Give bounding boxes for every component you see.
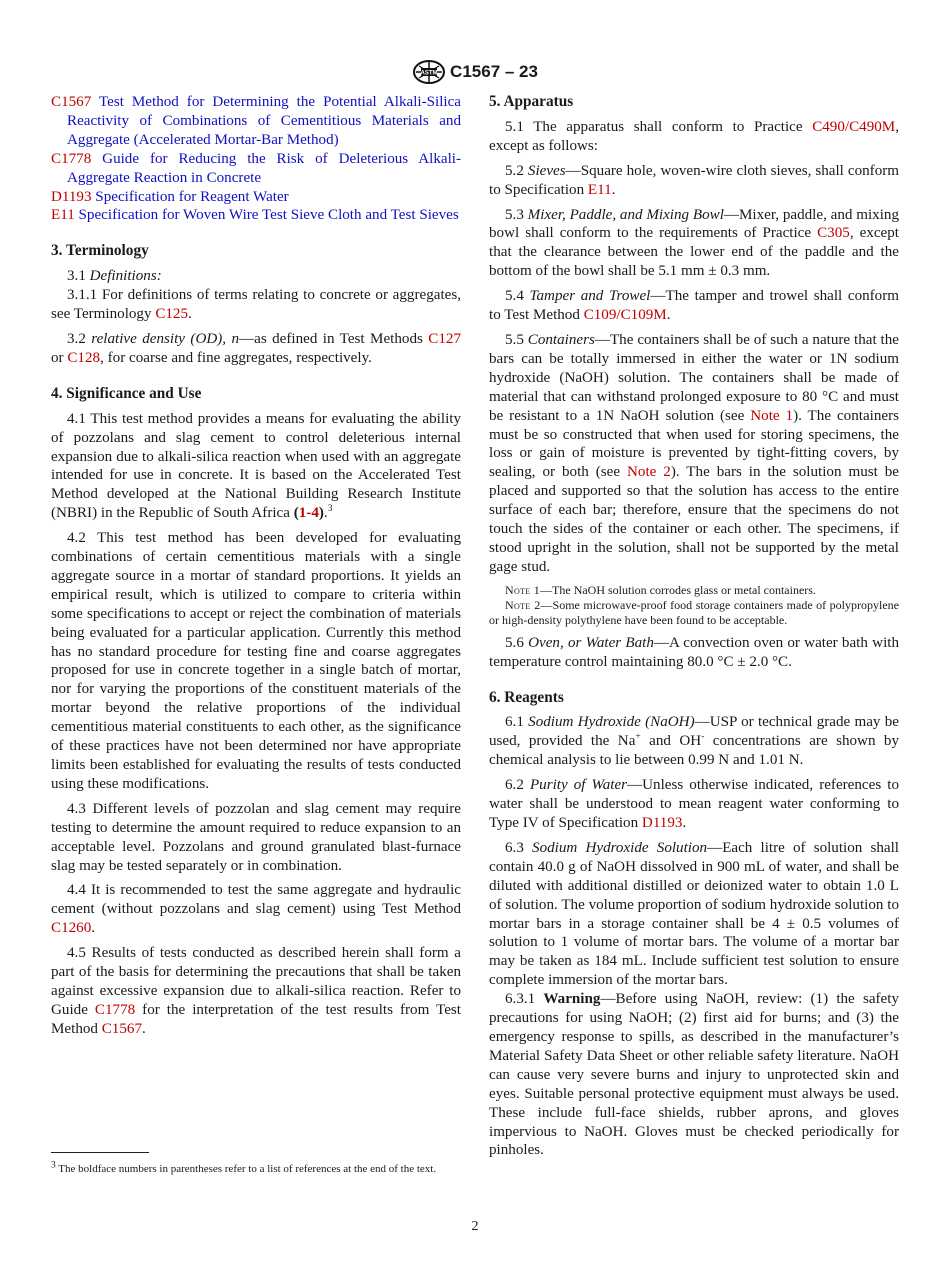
reference-link[interactable]: E11 bbox=[51, 207, 75, 224]
paragraph: 5.3 Mixer, Paddle, and Mixing Bowl—Mixer, paddle, and mixing bowl shall conform to the requirements of Practice C305, except that the clearance between the lower end of the paddle and the bottom of the bowl shall be 5.1 mm ± 0.3 mm. bbox=[489, 206, 900, 280]
page-header bbox=[0, 58, 950, 86]
section-heading: 4. Significance and Use bbox=[51, 384, 202, 402]
paragraph: 5.6 Oven, or Water Bath—A convection oven or water bath with temperature control maintaining 80.0 °C ± 2.0 °C. bbox=[489, 634, 900, 670]
section-heading: 6. Reagents bbox=[489, 688, 564, 706]
reference-link[interactable]: C127 bbox=[428, 330, 462, 347]
reference-item: C1778 Guide for Reducing the Risk of Deleterious Alkali-Aggregate Reaction in Concrete bbox=[51, 150, 461, 186]
reference-link[interactable]: C1778 bbox=[51, 150, 92, 167]
paragraph: 3.2 relative density (OD), n—as defined in Test Methods C127 or C128, for coarse and fine aggregates, respectively. bbox=[51, 330, 462, 366]
reference-link[interactable]: C128 bbox=[67, 349, 101, 366]
reference-list bbox=[51, 93, 461, 225]
reference-item: C1567 Test Method for Determining the Potential Alkali-Silica Reactivity of Combinations of Cementitious Materials and Aggregate (Accelerated Mortar-Bar Method) bbox=[51, 94, 461, 148]
paragraph: 5.2 Sieves—Square hole, woven-wire cloth sieves, shall conform to Specification E11. bbox=[489, 162, 900, 198]
footnote: $^3$ The boldface numbers in parentheses refer to a list of references at the end of the text. bbox=[51, 1160, 437, 1175]
reference-link[interactable]: E11 bbox=[587, 181, 612, 198]
reference-link[interactable]: C125 bbox=[155, 306, 189, 323]
reference-link[interactable]: C1260 bbox=[51, 920, 92, 937]
reference-link[interactable]: C490/C490M bbox=[812, 118, 896, 135]
reference-link[interactable]: D1193 bbox=[51, 188, 92, 205]
paragraph: 3.1 Definitions: bbox=[67, 268, 162, 285]
note-link[interactable]: Note 2 bbox=[627, 464, 671, 481]
paragraph: 6.3 Sodium Hydroxide Solution—Each litre of solution shall contain 40.0 g of NaOH dissolved in 900 mL of water, and shall be diluted with additional distilled or deionized water to obtain 1.0 L of solution. The volume proportion of sodium hydroxide solution to mortar bars in a storage container shall be 4 ± 0.5 volumes of solution to 1 volume of mortar bars. The volume of a mortar bar may be taken as 184 mL. Include sufficient test solution to ensure complete immersion of the mortar bars. bbox=[489, 839, 900, 989]
reference-link[interactable]: C1567 bbox=[101, 1020, 142, 1037]
section-heading: 5. Apparatus bbox=[489, 93, 574, 110]
paragraph: 6.2 Purity of Water—Unless otherwise indicated, references to water shall be understood to mean reagent water conforming to Type IV of Specification D1193. bbox=[489, 777, 900, 831]
paragraph: 4.4 It is recommended to test the same aggregate and hydraulic cement (without pozzolans and slag cement) using Test Method C1260. bbox=[51, 882, 461, 937]
section-heading: 3. Terminology bbox=[51, 242, 149, 260]
reference-item: D1193 Specification for Reagent Water bbox=[51, 188, 289, 205]
note: Note 1—The NaOH solution corrodes glass or metal containers. bbox=[505, 582, 816, 597]
reference-link[interactable]: C1778 bbox=[94, 1001, 136, 1018]
reference-link[interactable]: C305 bbox=[817, 225, 850, 242]
paragraph: 5.4 Tamper and Trowel—The tamper and trowel shall conform to Test Method C109/C109M. bbox=[489, 288, 899, 324]
footnote-divider bbox=[51, 1152, 149, 1153]
paragraph: 3.1.1 For definitions of terms relating to concrete or aggregates, see Terminology C125. bbox=[51, 287, 461, 323]
paragraph: 4.1 This test method provides a means for evaluating the ability of pozzolans and slag cement to control deleterious internal expansion due to alkali-silica reaction when used with an aggregate intended for use in concrete. It is based on the Accelerated Test Method developed at the National Building Research Institute (NBRI) in the Republic of South Africa (1-4).$^3$ bbox=[51, 410, 461, 522]
paragraph: 5.5 Containers—The containers shall be of such a nature that the bars can be totally immersed in either the water or 1N sodium hydroxide (NaOH) solution. The containers shall be made of material that can withstand prolonged exposure to 80 °C and must be resistant to a 1N NaOH solution (see Note 1). The containers must be so constructed that when used for storing specimens, the loss or gain of moisture is prevented by tight-fitting covers, by sealing, or both (see Note 2). The bars in the solution must be placed and supported so that the solution has access to the entire surface of each bar; therefore, ensure that the specimens do not touch the sides of the container or each other. The specimens, if stood upright in the solution, shall not be supported by the metal gage stud. bbox=[489, 331, 899, 575]
paragraph: 4.5 Results of tests conducted as described herein shall form a part of the basis for determining the precautions that shall be taken against excessive expansion due to alkali-silica reaction. Refer to Guide C1778 for the interpretation of the test results from Test Method C1567. bbox=[51, 945, 461, 1037]
right-column bbox=[489, 93, 899, 1160]
reference-item: E11 Specification for Woven Wire Test Sieve Cloth and Test Sieves bbox=[51, 207, 459, 224]
left-column bbox=[51, 93, 461, 1039]
paragraph: 6.3.1 Warning—Before using NaOH, review: (1) the safety precautions for using NaOH; (2) first aid for burns; and (3) the emergency response to spills, as described in the manufacturer’s Material Safety Data Sheet or other reliable safety literature. NaOH can cause very severe burns and injury to unprotected skin and eyes. Suitable personal protective equipment must always be used. These include full-face shields, rubber aprons, and gloves impervious to NaOH. Gloves must be checked periodically for pinholes. bbox=[489, 991, 899, 1159]
svg-text:ASTM: ASTM bbox=[420, 70, 438, 77]
paragraph: 5.1 The apparatus shall conform to Practice C490/C490M, except as follows: bbox=[489, 118, 899, 154]
reference-link[interactable]: C109/C109M bbox=[583, 307, 667, 324]
note-link[interactable]: Note 1 bbox=[750, 407, 794, 424]
paragraph: 4.3 Different levels of pozzolan and slag cement may require testing to determine the amount required to reduce expansion to an acceptable level. Pozzolans and ground granulated blast-furnace slag may be tested separately or in combination. bbox=[51, 800, 461, 874]
note: Note 2—Some microwave-proof food storage containers made of polypropylene or high-density polythylene have been found to be acceptable. bbox=[489, 597, 899, 627]
reference-link[interactable]: 1-4 bbox=[298, 505, 319, 522]
page-number: 2 bbox=[471, 1219, 479, 1234]
astm-logo-icon bbox=[412, 59, 446, 85]
paragraph: 6.1 Sodium Hydroxide (NaOH)—USP or technical grade may be used, provided the Na+ and OH- concentrations are shown by chemical analysis to lie between 0.99 N and 1.01 N. bbox=[489, 714, 900, 769]
reference-link[interactable]: C1567 bbox=[51, 94, 92, 110]
paragraph: 4.2 This test method has been developed for evaluating combinations of certain cementitious materials with a single aggregate source in a mortar of standard proportions. It yields an empirical result, which is utilized to compare to criteria within some specifications to accept or reject the combination of materials being evaluated for a particular application. Currently this method has no standard procedure for testing fine and coarse aggregates proposed for use in concrete together in a single batch of mortar, nor for varying the proportions of the constituent materials of the mortar beyond the relative proportions of the individual cementitious material constituents to each other, as the significance of these practices have not been determined nor have appropriate limits been established for evaluating the results of tests conducted using these modifications. bbox=[51, 530, 461, 792]
reference-link[interactable]: D1193 bbox=[641, 815, 683, 831]
standard-designation: C1567 – 23 bbox=[450, 62, 538, 81]
